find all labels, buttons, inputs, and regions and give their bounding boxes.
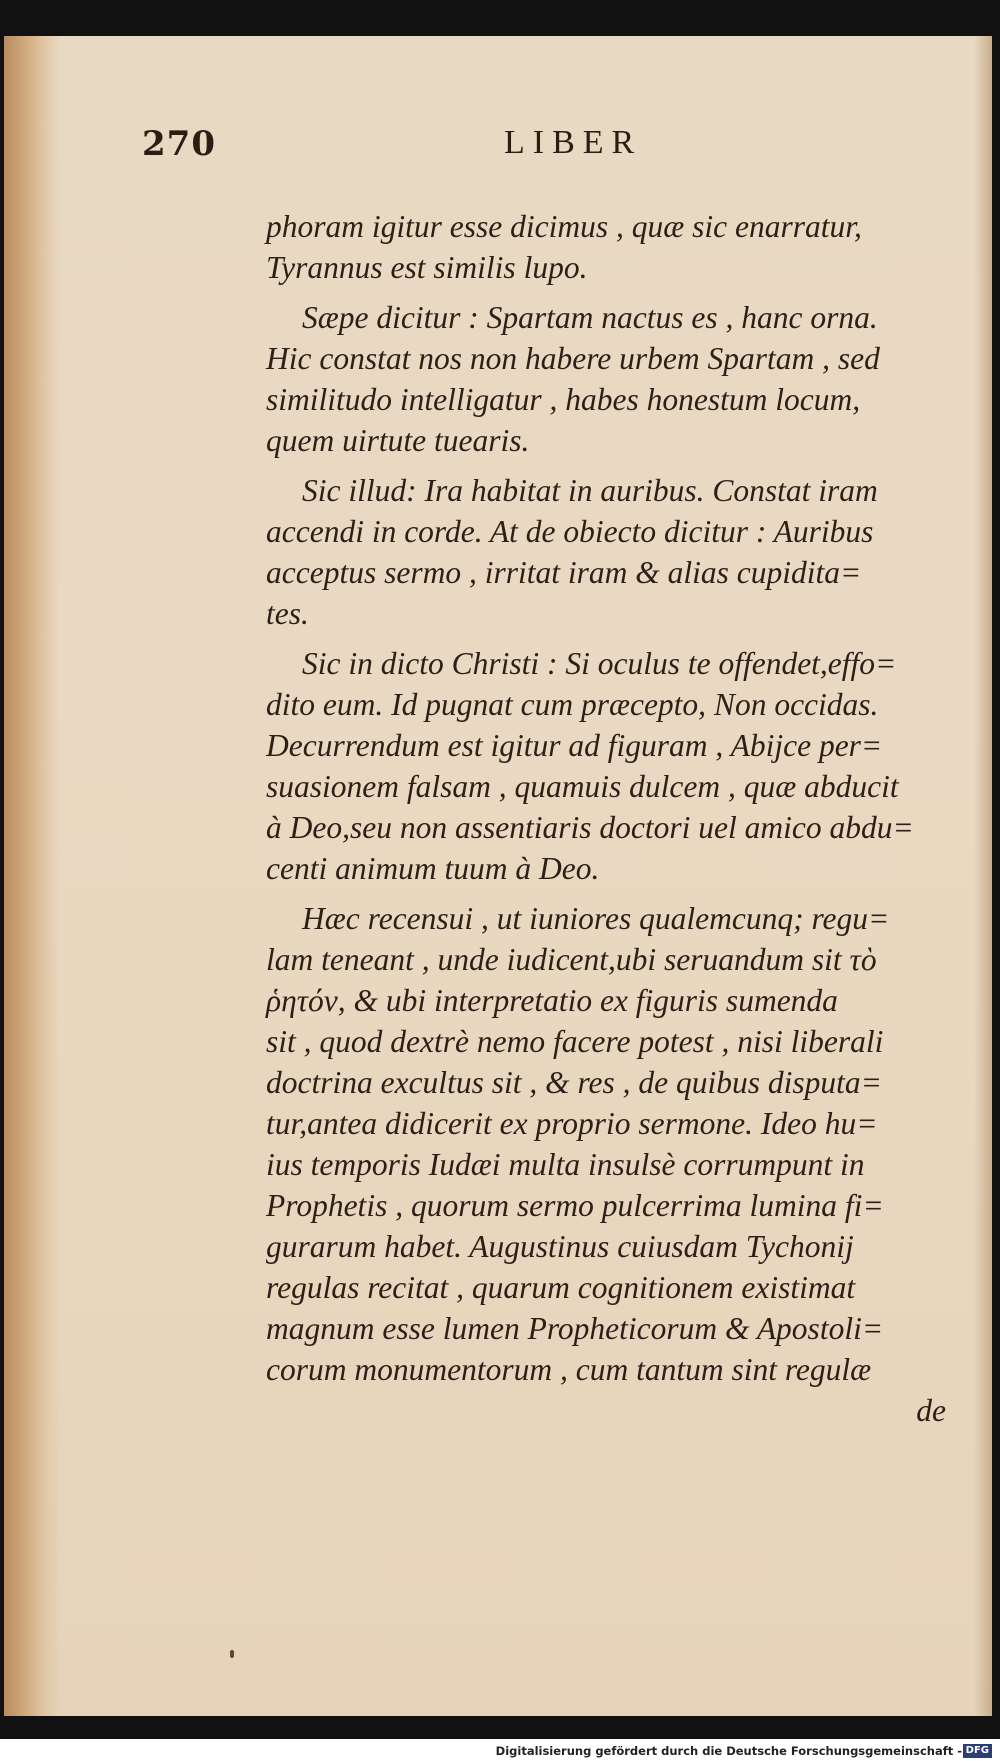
text-line: centi animum tuum à Deo.: [266, 851, 600, 886]
text-line: accendi in corde. At de obiecto dicitur : Auribus: [266, 514, 874, 549]
text-line: phoram igitur esse dicimus , quæ sic enarratur,: [266, 209, 862, 244]
text-line: Tyrannus est similis lupo.: [266, 250, 588, 285]
text-line: à Deo,seu non assentiaris doctori uel amico abdu=: [266, 810, 914, 845]
text-line: dito eum. Id pugnat cum præcepto, Non occidas.: [266, 687, 879, 722]
paragraph: [266, 470, 946, 634]
catchword: de: [916, 1393, 946, 1428]
page-outer-edge: [974, 36, 992, 1716]
paper-speck: [230, 1650, 234, 1658]
page-header: [4, 124, 992, 174]
text-line: tes.: [266, 596, 309, 631]
text-line: Sæpe dicitur : Spartam nactus es , hanc orna.: [302, 300, 878, 335]
text-line: similitudo intelligatur , habes honestum locum,: [266, 382, 861, 417]
text-line: corum monumentorum , cum tantum sint regulæ: [266, 1352, 872, 1387]
page-binding-edge: [4, 36, 60, 1716]
running-head: LIBER: [504, 124, 643, 161]
text-line: gurarum habet. Augustinus cuiusdam Tychonij: [266, 1229, 854, 1264]
paragraph: [266, 206, 946, 288]
text-line: acceptus sermo , irritat iram & alias cupidita=: [266, 555, 862, 590]
paragraph: [266, 898, 946, 1390]
text-line: quem uirtute tuearis.: [266, 423, 530, 458]
dfg-logo: DFG: [963, 1744, 992, 1758]
text-line: Hæc recensui , ut iuniores qualemcunq; regu=: [302, 901, 890, 936]
text-line: regulas recitat , quarum cognitionem existimat: [266, 1270, 856, 1305]
body-text: [266, 206, 946, 1431]
text-line: Sic in dicto Christi : Si oculus te offendet,effo=: [302, 646, 897, 681]
footer-credit: Digitalisierung gefördert durch die Deutsche Forschungsgemeinschaft -: [495, 1744, 962, 1758]
book-page: [4, 36, 992, 1716]
text-line: Sic illud: Ira habitat in auribus. Constat iram: [302, 473, 878, 508]
text-line: Hic constat nos non habere urbem Spartam , sed: [266, 341, 880, 376]
text-line: suasionem falsam , quamuis dulcem , quæ abducit: [266, 769, 899, 804]
page-number: 270: [142, 124, 216, 164]
paragraph: [266, 297, 946, 461]
text-line: lam teneant , unde iudicent,ubi seruandum sit τὸ: [266, 942, 877, 977]
text-line: doctrina excultus sit , & res , de quibus disputa=: [266, 1065, 882, 1100]
text-line: ius temporis Iudæi multa insulsè corrumpunt in: [266, 1147, 865, 1182]
text-line: magnum esse lumen Propheticorum & Apostoli=: [266, 1311, 884, 1346]
footer-bar: [0, 1739, 1000, 1761]
text-line: ῥητόν, & ubi interpretatio ex figuris sumenda: [266, 983, 838, 1018]
text-line: tur,antea didicerit ex proprio sermone. Ideo hu=: [266, 1106, 878, 1141]
paragraph: [266, 643, 946, 889]
text-line: Decurrendum est igitur ad figuram , Abijce per=: [266, 728, 883, 763]
text-line: sit , quod dextrè nemo facere potest , nisi liberali: [266, 1024, 884, 1059]
text-line: Prophetis , quorum sermo pulcerrima lumina fi=: [266, 1188, 884, 1223]
